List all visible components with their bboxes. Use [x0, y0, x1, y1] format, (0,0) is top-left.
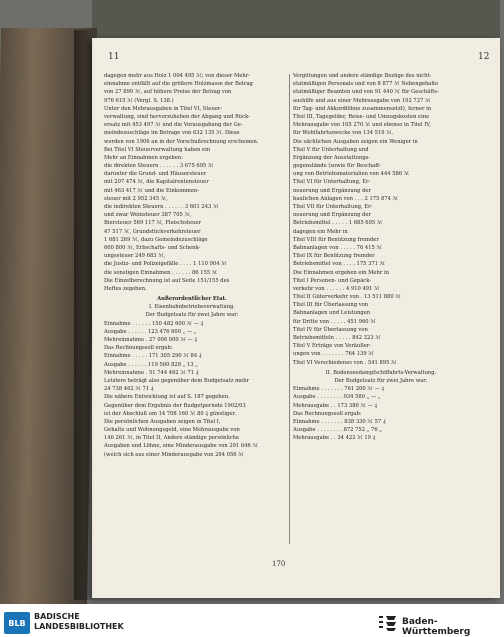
text-line: Titel VI für Unterhaltung, Er- — [293, 179, 371, 186]
text-line: Die Einzelberechnung ist auf Seite 151/155 des — [104, 277, 230, 284]
text-line: 976 615 ℳ (Vergl. S. 138.) — [104, 97, 174, 104]
text-line: Mehreinnahme . 51 744 462 ℳ 71 ₰ — [104, 369, 199, 376]
text-line: für Tag- und Akkordlöhne zusammensetzt), ferner in — [293, 105, 432, 112]
text-line: 24 738 462 ℳ 71 ₰ — [104, 386, 154, 393]
text-line: Der Budgetsatz für zwei Jahre war: — [334, 377, 428, 384]
text-line: Das Rechnungssoll ergab: — [293, 410, 362, 417]
text-line: Einnahme . . . . . . . 838 330 ℳ 57 ₰ — [293, 418, 386, 425]
right-text-column — [293, 72, 469, 442]
text-line: ungssteuer 249 683 ℳ, — [104, 253, 166, 260]
text-line: 660 800 ℳ, Erbschafts- und Schenk- — [104, 244, 201, 251]
text-line: aushilfe und aus einer Mehrausgabe von 102 727 ℳ — [293, 97, 431, 104]
text-line: 47 517 ℳ, Grundstückverkehrsteuer — [104, 228, 201, 235]
text-line: Bahnanlagen von . . . . . 76 415 ℳ — [293, 244, 383, 251]
text-line: Betriebsmitteln . . . . . 842 323 ℳ — [293, 335, 381, 341]
text-line: Einnahme . . . . . . 150 482 600 ℳ — ₰ — [104, 320, 204, 327]
text-line: die indirekten Steuern . . . . . . 3 601 243 ℳ — [104, 204, 219, 210]
text-line: (welch sich aus einer Minderausgabe von 294 056 ℳ — [104, 451, 244, 458]
text-line: Biersteuer 569 117 ℳ, Fleischsteuer — [104, 220, 201, 227]
text-line: die Justiz- und Polizeigefälle . . . . 1 110 904 ℳ — [104, 261, 227, 268]
text-line: Titel III für Überlassung von — [293, 302, 369, 309]
text-line: Außerordentlicher Etat. — [157, 296, 227, 303]
text-line: Bei Titel VI Steuerverwaltung haben ein — [104, 146, 211, 153]
text-line: werden von 1906 an in der Vorschußrechnung erscheinen. — [104, 138, 259, 145]
text-line: Titel IX für Benützung fremder — [293, 253, 375, 260]
text-line: Heftes zegeben. — [104, 285, 147, 292]
text-line: Die persönlichen Ausgaben zeigen in Titel I, — [104, 418, 221, 425]
text-line: dagegen mehr aus Holz 1 004 495 ℳ; von dieser Mehr- — [104, 73, 250, 79]
text-line: Mehreinnahme . 27 006 000 ℳ — ₰ — [104, 337, 197, 343]
text-line: Ergänzung der Ausstattungs- — [293, 154, 371, 161]
left-text-column — [104, 72, 280, 459]
text-line: dagegen ein Mehr in — [293, 228, 348, 235]
text-line: verkehr von . . . . . . 4 910 491 ℳ — [293, 285, 380, 292]
text-line: Titel V Erträge von Veräußer- — [293, 343, 372, 350]
text-line: Titel VI Verschiedenes von . 541 895 ℳ — [293, 359, 397, 366]
page-number-bottom: 170 — [272, 560, 286, 568]
text-line: darunter die Grund- und Häusersteuer — [104, 171, 207, 178]
library-name-line1: BADISCHE — [34, 612, 80, 621]
text-line: 146 261 ℳ, in Titel II, Andere ständige persönliche — [104, 435, 240, 442]
text-line: die sonstigen Einnahmen . . . . . . 86 155 ℳ — [104, 269, 218, 276]
text-line: Ausgabe . . . . . . 123 476 600 „ — „ — [104, 328, 197, 335]
text-line: von 27 899 ℳ, auf höhere Preise der Betrag von — [104, 89, 232, 96]
page-number-right: 12 — [478, 52, 490, 62]
text-line: für Wohlfahrtszwecke von 134 519 ℳ. — [293, 130, 394, 137]
blb-logo-icon: BLB — [4, 612, 30, 634]
text-line: etatmäßigen Personals und von 8 877 ℳ Nebengehalte — [293, 81, 439, 88]
column-divider — [289, 74, 290, 544]
spine-shadow — [74, 30, 94, 600]
text-line: Ausgabe . . . . . . 119 560 828 „ 13 „ — [104, 361, 198, 368]
text-line: gegenstände (sowie für Beschaff- — [293, 163, 381, 170]
text-line: verwaltung, sind hervorzuheben der Abgang und Rück- — [104, 113, 250, 120]
text-line: Ausgabe . . . . . . . . 934 580 „ — „ — [293, 394, 381, 401]
text-line: Die Einnahmen ergeben ein Mehr in — [293, 269, 389, 276]
text-line: baulichen Anlagen von . . . 2 175 874 ℳ — [293, 195, 399, 202]
baden-wuerttemberg-lions-icon — [378, 613, 398, 633]
text-line: Titel I Personen- und Gepäck- — [293, 277, 372, 284]
scanner-top-strip — [92, 0, 500, 40]
text-line: Die nähere Entwicklung ist auf S. 187 gegeben. — [104, 394, 230, 401]
text-line: meindezuschläge im Betrage von 632 135 ℳ. Diese — [104, 130, 240, 137]
text-line: Titel III, Tagegelder, Reise- und Umzugskosten eine — [293, 113, 430, 120]
text-line: ersatz mit 453 497 ℳ und die Vorausgabung der Ge- — [104, 122, 243, 129]
text-line: Betriebsmittel von . . . . 175 371 ℳ — [293, 261, 386, 268]
text-line: mit 207 474 ℳ, die Kapitalrentensteuer — [104, 179, 209, 186]
text-line: Das Rechnungssoll ergab: — [104, 345, 173, 352]
text-line: Vergütungen und andere ständige Bezüge des nicht- — [293, 73, 432, 79]
text-line: 1 681 269 ℳ, dazu Gemeindezuschläge — [104, 236, 208, 243]
text-line: etatmäßiger Beamten und von 91 440 ℳ für Geschäfts- — [293, 89, 439, 96]
text-line: ungen von . . . . . . . 764 139 ℳ — [293, 351, 374, 358]
state-name: Baden-Württemberg — [402, 617, 471, 637]
text-line: ist der Abschluß um 14 708 160 ℳ 80 ₰ günstiger. — [104, 410, 236, 417]
text-line: Ausgabe . . . . . . . . 872 752 „ 76 „ — [293, 427, 382, 434]
text-line: Titel VIII für Benützung fremder — [293, 236, 379, 243]
text-line: einnahme entfällt auf die größere Holzmasse der Betrag — [104, 81, 253, 88]
library-name-line2: LANDESBIBLIOTHEK — [34, 622, 124, 631]
text-line: Einnahme . . . . . . . 761 200 ℳ — ₰ — [293, 386, 385, 393]
text-line: die direkten Steuern . . . . . . 3 675 695 ℳ — [104, 163, 214, 170]
text-line: Mehr an Einnahmen ergeben: — [104, 154, 183, 161]
text-line: mit 463 417 ℳ und die Einkommen- — [104, 187, 200, 194]
text-line: Gehalte und Wohnungsgeld, eine Mehrausgabe von — [104, 427, 240, 434]
page-number-left: 11 — [108, 52, 120, 62]
text-line: II. Bodenseedampfschiffahrts-Verwaltung. — [325, 369, 437, 376]
text-line: Einnahme . . . . . 171 305 290 ℳ 84 ₰ — [104, 353, 202, 360]
text-line: neuerung und Ergänzung der — [293, 187, 371, 194]
text-line: Bahnanlagen und Leistungen — [293, 310, 371, 317]
text-line: Letztere beträgt also gegenüber dem Budgetsatz mehr — [104, 377, 249, 384]
text-line: Unter den Mehrausgaben in Titel VI, Steuer- — [104, 105, 223, 112]
text-line: Mehrausgabe . . 34 422 ℳ 19 ₰ — [293, 435, 376, 442]
text-line: Ausgaben und Löhne, eine Minderausgabe von 291 646 ℳ — [104, 443, 259, 450]
text-line: Der Budgetsatz für zwei Jahre war: — [145, 312, 239, 319]
text-line: Mehrausgabe . . 173 380 ℳ — ₰ — [293, 402, 378, 409]
text-line: ung von Betriebsmaterialien von 444 586 ℳ — [293, 171, 410, 178]
text-line: und zwar Weinsteuer 387 705 ℳ, — [104, 212, 192, 219]
library-name — [34, 612, 124, 632]
text-line: für Dritte von . . . . . 451 960 ℳ — [293, 318, 376, 325]
text-line: neuerung und Ergänzung der — [293, 212, 371, 219]
text-line: Titel VII für Unterhaltung, Er- — [293, 204, 373, 210]
text-line: steuer mit 2 952 345 ℳ, — [104, 195, 168, 202]
text-line: Die sächlichen Ausgaben zeigen ein Weniger in — [293, 138, 418, 145]
text-line: Titel IV für Überlassung von — [293, 326, 368, 333]
text-line: Titel II Güterverkehr von . 13 511 880 ℳ — [293, 294, 401, 301]
text-line: I. Eisenbahnbetriebsverwaltung. — [148, 304, 236, 311]
text-line: Mehrausgabe von 105 270 ℳ und ebenso in Titel IV, — [293, 122, 431, 129]
text-line: Gegenüber dem Ergebnis der Budgetperiode 1902/03 — [104, 402, 246, 409]
text-line: Betriebsmittel . . . . . 1 685 695 ℳ — [293, 220, 383, 227]
text-line: Titel V für Unterhaltung und — [293, 146, 369, 153]
